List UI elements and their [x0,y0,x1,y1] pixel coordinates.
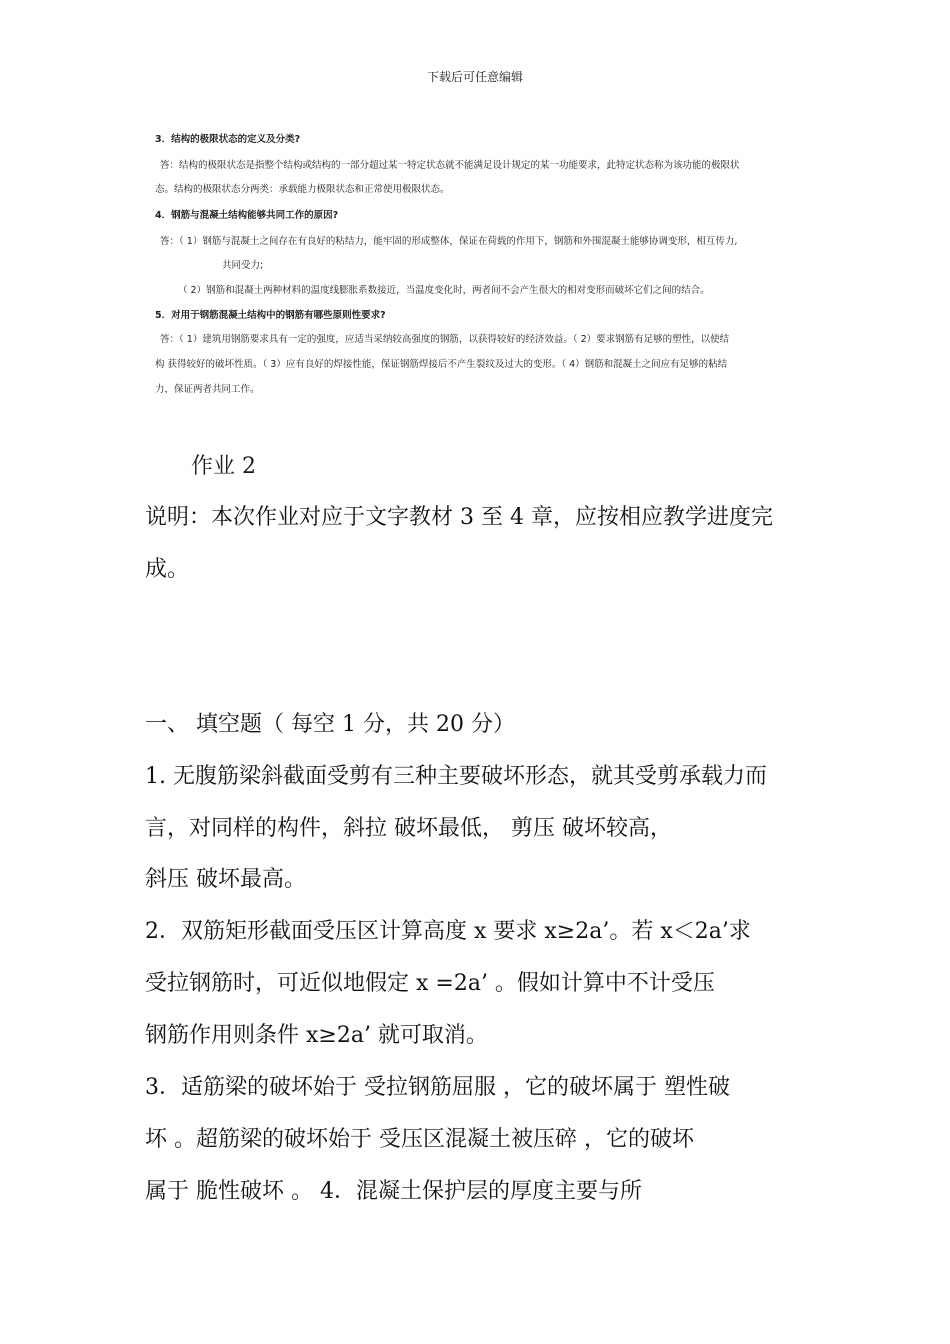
body-line: 受拉钢筋时，可近似地假定 x =2a’ 。假如计算中不计受压 [145,971,715,996]
question-3-title: 3．结构的极限状态的定义及分类? [155,134,301,145]
body-line: 3．适筋梁的破坏始于 受拉钢筋屈服 ，它的破坏属于 塑性破 [145,1075,730,1100]
question-5-answer-line-2: 构 获得较好的破坏性质。（ 3）应有良好的焊接性能，保证钢筋焊接后不产生裂纹及过大的变形。（ 4）钢筋和混凝土之间应有足够的粘结 [155,359,728,370]
question-3-answer-line-1: 答：结构的极限状态是指整个结构或结构的一部分超过某一特定状态就不能满足设计规定的某一功能要求，此特定状态称为该功能的极限状 [160,160,740,171]
question-5-answer-line-3: 力，保证两者共同工作。 [155,384,260,395]
body-line: 2．双筋矩形截面受压区计算高度 x 要求 x≥2a’。若 x＜2a’求 [145,919,751,944]
question-4-answer-line-3: （ 2）钢筋和混凝土两种材料的温度线膨胀系数接近，当温度变化时，两者间不会产生很大的相对变形而破坏它们之间的结合。 [178,285,710,296]
question-4-title: 4．钢筋与混凝土结构能够共同工作的原因? [155,210,339,221]
section-heading: 一、 填空题（ 每空 1 分，共 20 分） [145,712,515,737]
question-5-answer-line-1: 答：（ 1）建筑用钢筋要求具有一定的强度，应适当采纳较高强度的钢筋，以获得较好的经济效益。（ 2）要求钢筋有足够的塑性，以使结 [160,334,730,345]
page-header: 下载后可任意编辑 [426,70,523,84]
question-3-answer-line-2: 态。结构的极限状态分两类：承载能力极限状态和正常使用极限状态。 [155,184,450,195]
body-line: 属于 脆性破坏 。 4．混凝土保护层的厚度主要与所 [145,1179,642,1204]
assignment-title: 作业 2 [191,454,256,479]
body-line: 钢筋作用则条件 x≥2a’ 就可取消。 [145,1023,488,1048]
body-line: 言，对同样的构件，斜拉 破坏最低， 剪压 破坏较高， [145,816,672,841]
assignment-desc-line-1: 说明：本次作业对应于文字教材 3 至 4 章，应按相应教学进度完 [145,505,773,530]
body-line: 1. 无腹筋梁斜截面受剪有三种主要破坏形态，就其受剪承载力而 [145,764,767,789]
question-5-title: 5．对用于钢筋混凝土结构中的钢筋有哪些原则性要求? [155,310,386,321]
assignment-desc-line-2: 成。 [145,557,190,582]
body-line: 坏 。超筋梁的破坏始于 受压区混凝土被压碎 ，它的破坏 [145,1127,694,1152]
question-4-answer-line-1: 答：（ 1）钢筋与混凝土之间存在有良好的粘结力，能牢固的形成整体，保证在荷载的作用下，钢筋和外围混凝土能够协调变形，相互传力, [160,236,738,247]
question-4-answer-line-2: 共同受力; [222,260,264,271]
body-line: 斜压 破坏最高。 [145,867,306,892]
